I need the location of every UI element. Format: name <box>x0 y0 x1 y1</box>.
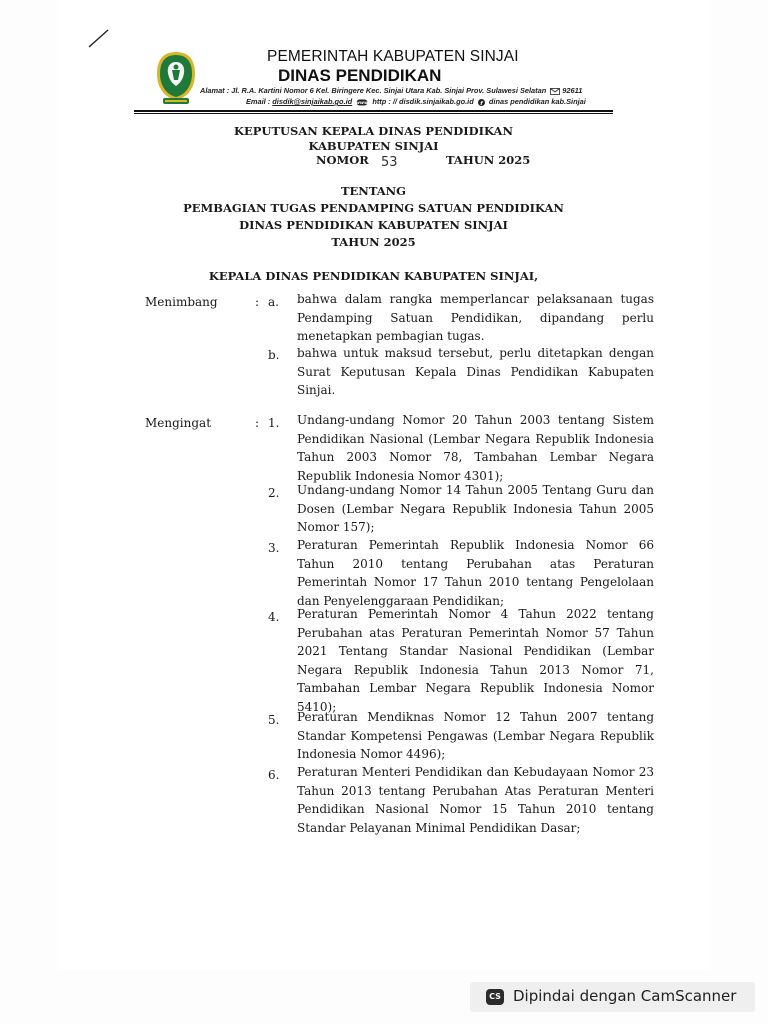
mengingat-marker-6: 6. <box>268 768 280 782</box>
letterhead-rule-thin <box>134 113 613 114</box>
menimbang-marker-a: a. <box>268 295 279 309</box>
mengingat-marker-4: 4. <box>268 610 280 624</box>
mengingat-item-4: Peraturan Pemerintah Nomor 4 Tahun 2022 tentang Perubahan atas Peraturan Pemerintah Nomor 57 Tahun 2021 Tentang Standar Nasional Pendidikan (Lembar Negara Republik Indonesia Tahun 2013 Nomor 71, Tambahan Lembar Negara Republik Indonesia Nomor 5410); <box>297 607 654 714</box>
mengingat-marker-3: 3. <box>268 541 280 555</box>
regency-emblem-logo <box>155 50 197 106</box>
menimbang-item-b: bahwa untuk maksud tersebut, perlu ditetapkan dengan Surat Keputusan Kepala Dinas Pendidikan Kabupaten Sinjai. <box>297 346 654 397</box>
svg-text:www: www <box>356 100 369 106</box>
authority-heading: KEPALA DINAS PENDIDIKAN KABUPATEN SINJAI, <box>208 269 539 283</box>
mengingat-marker-1: 1. <box>268 416 280 430</box>
facebook-icon <box>478 99 485 106</box>
letterhead-contacts <box>246 97 586 106</box>
mengingat-item-6: Peraturan Menteri Pendidikan dan Kebudayaan Nomor 23 Tahun 2013 tentang Perubahan Atas Peraturan Menteri Pendidikan Nasional Nomor 15 Tahun 2010 tentang Standar Pelayanan Minimal Pendidikan Dasar; <box>297 765 654 835</box>
menimbang-label: Menimbang <box>145 295 218 309</box>
decree-title-line2: KABUPATEN SINJAI <box>308 139 439 153</box>
mengingat-marker-5: 5. <box>268 713 280 727</box>
web-icon <box>356 99 368 106</box>
menimbang-marker-b: b. <box>268 348 280 362</box>
mengingat-colon: : <box>255 416 260 430</box>
camscanner-logo-icon: CS <box>486 989 504 1005</box>
address-text: Alamat : Jl. R.A. Kartini Nomor 6 Kel. Biringere Kec. Sinjai Utara Kab. Sinjai Prov. Sulawesi Selatan <box>200 86 547 95</box>
pen-stroke-mark <box>88 28 110 48</box>
camscanner-text: Dipindai dengan CamScanner <box>513 987 737 1005</box>
mengingat-item-2: Undang-undang Nomor 14 Tahun 2005 Tentang Guru dan Dosen (Lembar Negara Republik Indonesia Tahun 2005 Nomor 157); <box>297 483 654 534</box>
letterhead-government-name: PEMERINTAH KABUPATEN SINJAI <box>267 48 519 65</box>
postal-code: 92611 <box>562 86 583 95</box>
letterhead-address <box>200 86 612 95</box>
email-link[interactable]: disdik@sinjaikab.go.id <box>272 97 353 106</box>
about-line2: DINAS PENDIDIKAN KABUPATEN SINJAI <box>239 218 508 232</box>
mengingat-item-5: Peraturan Mendiknas Nomor 12 Tahun 2007 tentang Standar Kompetensi Pengawas (Lembar Negara Republik Indonesia Nomor 4496); <box>297 710 654 761</box>
decree-tahun-label: TAHUN 2025 <box>446 153 531 167</box>
menimbang-item-a: bahwa dalam rangka memperlancar pelaksanaan tugas Pendamping Satuan Pendidikan, dipandang perlu menetapkan pembagian tugas. <box>297 292 654 343</box>
decree-title-line1: KEPUTUSAN KEPALA DINAS PENDIDIKAN <box>234 124 513 138</box>
mengingat-item-1: Undang-undang Nomor 20 Tahun 2003 tentang Sistem Pendidikan Nasional (Lembar Negara Republik Indonesia Tahun 2003 Nomor 78, Tambahan Lembar Negara Republik Indonesia Nomor 4301); <box>297 413 654 483</box>
facebook-name: dinas pendidikan kab.Sinjai <box>488 97 586 106</box>
mengingat-item-3: Peraturan Pemerintah Republik Indonesia Nomor 66 Tahun 2010 tentang Perubahan atas Peraturan Pemerintah Nomor 17 Tahun 2010 tentang Pengelolaan dan Penyelenggaraan Pendidikan; <box>297 538 654 608</box>
mengingat-marker-2: 2. <box>268 486 280 500</box>
letterhead-rule-thick <box>134 110 613 112</box>
svg-text:f: f <box>480 100 483 106</box>
mengingat-label: Mengingat <box>145 416 212 430</box>
about-line3: TAHUN 2025 <box>331 235 416 249</box>
camscanner-watermark <box>470 982 755 1012</box>
website-link[interactable]: http : // disdik.sinjaikab.go.id <box>372 97 474 106</box>
menimbang-colon: : <box>255 295 260 309</box>
decree-nomor-label: NOMOR <box>316 153 369 167</box>
mail-icon <box>550 88 560 95</box>
decree-nomor-value: 53 <box>381 155 398 170</box>
email-label: Email : <box>246 97 271 106</box>
about-line1: PEMBAGIAN TUGAS PENDAMPING SATUAN PENDIDIKAN <box>183 201 564 215</box>
about-heading: TENTANG <box>340 184 407 198</box>
letterhead-office-name: DINAS PENDIDIKAN <box>278 66 442 85</box>
